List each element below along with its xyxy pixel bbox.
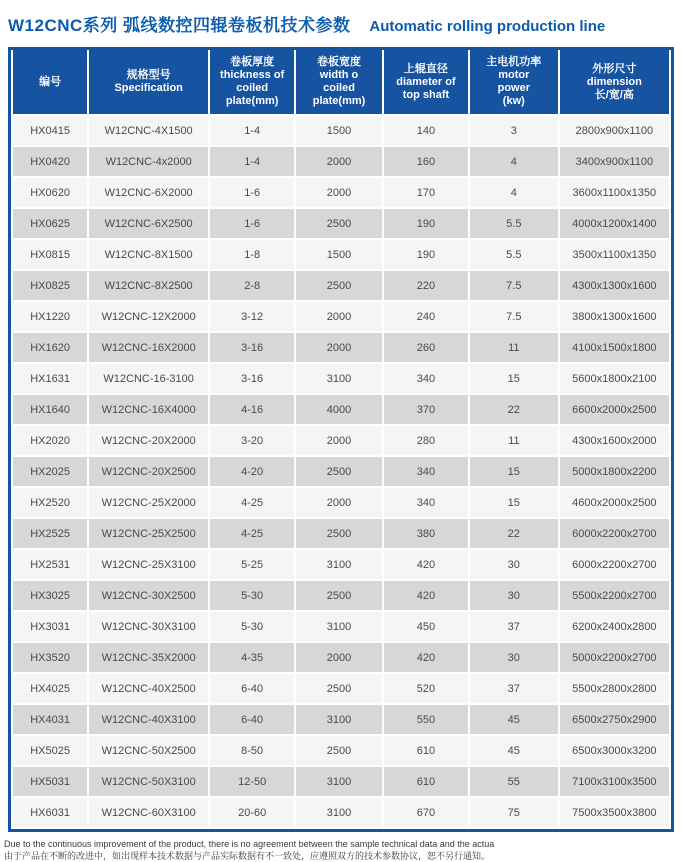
- table-cell: 4300x1300x1600: [560, 271, 669, 300]
- table-cell: 1-4: [210, 147, 294, 176]
- table-cell: 2500: [296, 209, 382, 238]
- table-cell: 2500: [296, 457, 382, 486]
- table-cell: 3800x1300x1600: [560, 302, 669, 331]
- table-cell: 5.5: [470, 240, 558, 269]
- spec-table: [8, 47, 674, 832]
- table-cell: W12CNC-40X3100: [89, 705, 208, 734]
- column-header-line: power: [497, 82, 530, 94]
- table-cell: HX2525: [13, 519, 87, 548]
- table-cell: 610: [384, 736, 468, 765]
- column-header-line: Specification: [114, 82, 183, 94]
- table-cell: 7.5: [470, 271, 558, 300]
- table-cell: W12CNC-16X4000: [89, 395, 208, 424]
- table-cell: 4-16: [210, 395, 294, 424]
- table-cell: HX0815: [13, 240, 87, 269]
- table-cell: HX5025: [13, 736, 87, 765]
- table-cell: 3-20: [210, 426, 294, 455]
- table-cell: 15: [470, 488, 558, 517]
- table-cell: W12CNC-16X2000: [89, 333, 208, 362]
- column-header: [296, 50, 382, 114]
- table-cell: 220: [384, 271, 468, 300]
- table-cell: 1500: [296, 116, 382, 145]
- table-cell: 5-30: [210, 581, 294, 610]
- column-header: [470, 50, 558, 114]
- table-cell: 420: [384, 581, 468, 610]
- table-cell: HX3520: [13, 643, 87, 672]
- table-cell: 260: [384, 333, 468, 362]
- table-cell: 1-4: [210, 116, 294, 145]
- table-cell: 4300x1600x2000: [560, 426, 669, 455]
- page-title-zh: W12CNC系列 弧线数控四辊卷板机技术参数: [8, 16, 351, 35]
- table-cell: 3100: [296, 550, 382, 579]
- table-cell: HX6031: [13, 798, 87, 827]
- table-cell: 1500: [296, 240, 382, 269]
- table-cell: W12CNC-50X2500: [89, 736, 208, 765]
- table-cell: 4000: [296, 395, 382, 424]
- table-cell: 240: [384, 302, 468, 331]
- table-cell: HX3031: [13, 612, 87, 641]
- table-cell: W12CNC-16-3100: [89, 364, 208, 393]
- table-cell: 2000: [296, 488, 382, 517]
- table-cell: 5500x2200x2700: [560, 581, 669, 610]
- table-cell: 550: [384, 705, 468, 734]
- table-cell: 3-16: [210, 364, 294, 393]
- table-header-row: [11, 50, 671, 114]
- table-cell: 37: [470, 674, 558, 703]
- table-cell: HX3025: [13, 581, 87, 610]
- table-cell: 1-8: [210, 240, 294, 269]
- column-header: [210, 50, 294, 114]
- table-cell: 5000x2200x2700: [560, 643, 669, 672]
- table-cell: 12-50: [210, 767, 294, 796]
- column-header: [384, 50, 468, 114]
- table-cell: 4: [470, 178, 558, 207]
- table-cell: 4000x1200x1400: [560, 209, 669, 238]
- footer-note: [4, 838, 678, 862]
- table-cell: 11: [470, 426, 558, 455]
- table-cell: HX2020: [13, 426, 87, 455]
- column-header-line: plate(mm): [312, 95, 366, 107]
- table-cell: W12CNC-25X2500: [89, 519, 208, 548]
- table-cell: 190: [384, 240, 468, 269]
- table-cell: 2500: [296, 271, 382, 300]
- table-cell: 3-16: [210, 333, 294, 362]
- table-cell: 37: [470, 612, 558, 641]
- table-cell: 340: [384, 457, 468, 486]
- column-header-line: 卷板宽度: [317, 56, 362, 68]
- table-cell: 3100: [296, 705, 382, 734]
- table-cell: 3600x1100x1350: [560, 178, 669, 207]
- table-cell: HX2520: [13, 488, 87, 517]
- table-cell: 1-6: [210, 178, 294, 207]
- column-header-line: width o: [319, 69, 359, 81]
- table-cell: W12CNC-30X2500: [89, 581, 208, 610]
- table-cell: 30: [470, 643, 558, 672]
- column-header: [89, 50, 208, 114]
- table-cell: 520: [384, 674, 468, 703]
- footer-note-zh: 由于产品在不断的改进中，如出现样本技术数据与产品实际数据有不一致处，应遵照双方的技术参数协议，恕不另行通知。: [4, 851, 491, 861]
- table-cell: 3: [470, 116, 558, 145]
- table-cell: 8-50: [210, 736, 294, 765]
- table-cell: 2000: [296, 333, 382, 362]
- table-cell: 4: [470, 147, 558, 176]
- table-cell: W12CNC-25X3100: [89, 550, 208, 579]
- table-cell: W12CNC-50X3100: [89, 767, 208, 796]
- table-cell: 7100x3100x3500: [560, 767, 669, 796]
- column-header-line: thickness of: [220, 69, 285, 81]
- column-header-line: top shaft: [402, 88, 450, 101]
- table-cell: 2000: [296, 302, 382, 331]
- table-cell: 4600x2000x2500: [560, 488, 669, 517]
- table-cell: W12CNC-8X1500: [89, 240, 208, 269]
- table-cell: W12CNC-12X2000: [89, 302, 208, 331]
- table-cell: 6-40: [210, 705, 294, 734]
- column-header-line: 长/宽/高: [594, 88, 634, 101]
- page-title: [8, 8, 674, 39]
- table-cell: 5000x1800x2200: [560, 457, 669, 486]
- table-cell: 75: [470, 798, 558, 827]
- table-cell: 3100: [296, 364, 382, 393]
- table-cell: 420: [384, 550, 468, 579]
- table-cell: 420: [384, 643, 468, 672]
- table-cell: 45: [470, 736, 558, 765]
- table-cell: 6000x2200x2700: [560, 519, 669, 548]
- table-cell: 5-30: [210, 612, 294, 641]
- table-cell: W12CNC-6X2000: [89, 178, 208, 207]
- table-cell: 15: [470, 457, 558, 486]
- column-header-line: 外形尺寸: [592, 62, 637, 75]
- table-cell: HX0625: [13, 209, 87, 238]
- table-cell: 6200x2400x2800: [560, 612, 669, 641]
- column-header: [560, 50, 669, 114]
- column-header-line: 主电机功率: [486, 56, 542, 68]
- table-cell: 2500: [296, 674, 382, 703]
- table-cell: 4-20: [210, 457, 294, 486]
- table-cell: 2-8: [210, 271, 294, 300]
- table-cell: W12CNC-60X3100: [89, 798, 208, 827]
- table-cell: 22: [470, 395, 558, 424]
- table-cell: HX0415: [13, 116, 87, 145]
- table-cell: W12CNC-20X2000: [89, 426, 208, 455]
- column-header-line: 规格型号: [126, 69, 171, 81]
- table-cell: 2500: [296, 581, 382, 610]
- table-cell: HX1220: [13, 302, 87, 331]
- table-cell: 170: [384, 178, 468, 207]
- column-header-line: plate(mm): [225, 95, 279, 107]
- column-header: [13, 50, 87, 114]
- table-cell: 3-12: [210, 302, 294, 331]
- table-cell: 280: [384, 426, 468, 455]
- table-cell: 7500x3500x3800: [560, 798, 669, 827]
- table-cell: 4100x1500x1800: [560, 333, 669, 362]
- table-cell: 450: [384, 612, 468, 641]
- column-header-line: coiled: [236, 82, 269, 94]
- table-cell: 45: [470, 705, 558, 734]
- column-header-line: dimension: [586, 75, 642, 88]
- table-cell: 5-25: [210, 550, 294, 579]
- table-cell: HX1620: [13, 333, 87, 362]
- table-cell: 55: [470, 767, 558, 796]
- table-cell: W12CNC-8X2500: [89, 271, 208, 300]
- column-header-line: 编号: [39, 75, 62, 88]
- page-title-en: Automatic rolling production line: [369, 18, 606, 35]
- column-header-line: diameter of: [396, 75, 456, 88]
- table-cell: 2500: [296, 519, 382, 548]
- table-cell: W12CNC-6X2500: [89, 209, 208, 238]
- table-cell: 1-6: [210, 209, 294, 238]
- table-cell: W12CNC-4X1500: [89, 116, 208, 145]
- table-cell: 370: [384, 395, 468, 424]
- table-cell: HX0420: [13, 147, 87, 176]
- column-header-line: (kw): [502, 95, 525, 107]
- table-cell: 30: [470, 581, 558, 610]
- table-cell: 2800x900x1100: [560, 116, 669, 145]
- table-cell: 11: [470, 333, 558, 362]
- table-cell: 3100: [296, 798, 382, 827]
- table-cell: HX4031: [13, 705, 87, 734]
- table-cell: W12CNC-35X2000: [89, 643, 208, 672]
- table-cell: 2000: [296, 643, 382, 672]
- table-cell: 340: [384, 364, 468, 393]
- table-cell: 380: [384, 519, 468, 548]
- table-cell: 2500: [296, 736, 382, 765]
- table-cell: 4-25: [210, 488, 294, 517]
- table-cell: 2000: [296, 178, 382, 207]
- table-cell: 6500x2750x2900: [560, 705, 669, 734]
- table-body: [11, 114, 671, 829]
- table-cell: 2000: [296, 147, 382, 176]
- table-cell: 20-60: [210, 798, 294, 827]
- table-cell: 5.5: [470, 209, 558, 238]
- table-cell: 4-25: [210, 519, 294, 548]
- column-header-line: 卷板厚度: [230, 56, 275, 68]
- table-cell: 6000x2200x2700: [560, 550, 669, 579]
- table-cell: 3100: [296, 612, 382, 641]
- table-cell: HX2531: [13, 550, 87, 579]
- table-cell: HX2025: [13, 457, 87, 486]
- table-cell: 5500x2800x2800: [560, 674, 669, 703]
- table-cell: 7.5: [470, 302, 558, 331]
- table-cell: 6-40: [210, 674, 294, 703]
- footer-note-en: Due to the continuous improvement of the product, there is no agreement between the sample technical data and the actua: [4, 839, 495, 849]
- table-cell: HX4025: [13, 674, 87, 703]
- table-cell: 30: [470, 550, 558, 579]
- table-cell: HX1640: [13, 395, 87, 424]
- table-cell: 5600x1800x2100: [560, 364, 669, 393]
- table-cell: HX0825: [13, 271, 87, 300]
- table-cell: W12CNC-40X2500: [89, 674, 208, 703]
- column-header-line: 上辊直径: [403, 62, 448, 75]
- column-header-line: coiled: [323, 82, 355, 94]
- table-cell: 140: [384, 116, 468, 145]
- table-cell: W12CNC-25X2000: [89, 488, 208, 517]
- table-cell: HX5031: [13, 767, 87, 796]
- table-cell: 15: [470, 364, 558, 393]
- table-cell: W12CNC-20X2500: [89, 457, 208, 486]
- table-cell: W12CNC-4x2000: [89, 147, 208, 176]
- table-cell: 160: [384, 147, 468, 176]
- table-cell: HX0620: [13, 178, 87, 207]
- table-cell: 3400x900x1100: [560, 147, 669, 176]
- table-cell: 3500x1100x1350: [560, 240, 669, 269]
- table-cell: W12CNC-30X3100: [89, 612, 208, 641]
- table-cell: 610: [384, 767, 468, 796]
- table-cell: 6500x3000x3200: [560, 736, 669, 765]
- table-cell: 4-35: [210, 643, 294, 672]
- table-cell: 3100: [296, 767, 382, 796]
- column-header-line: motor: [498, 69, 530, 81]
- table-cell: 340: [384, 488, 468, 517]
- table-cell: 190: [384, 209, 468, 238]
- table-cell: HX1631: [13, 364, 87, 393]
- table-cell: 22: [470, 519, 558, 548]
- table-cell: 670: [384, 798, 468, 827]
- table-cell: 2000: [296, 426, 382, 455]
- table-cell: 6600x2000x2500: [560, 395, 669, 424]
